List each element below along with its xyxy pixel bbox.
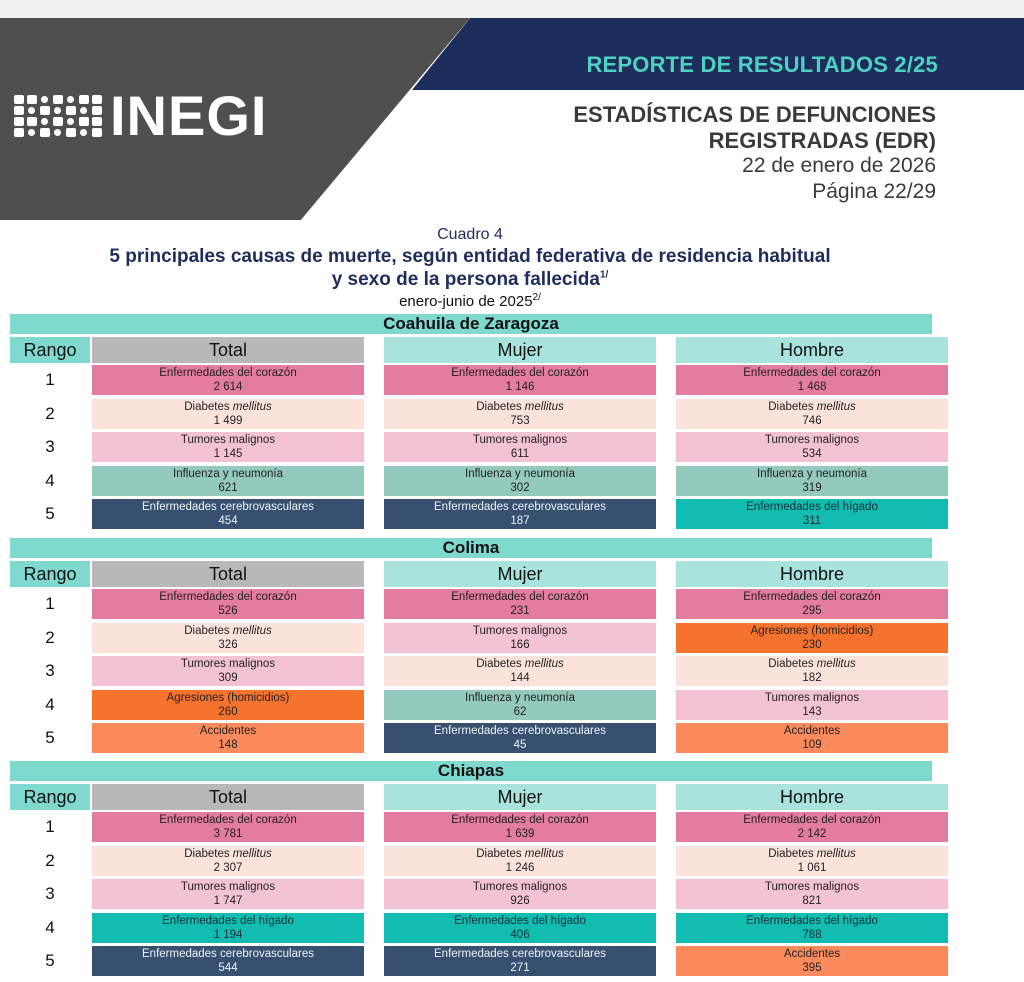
cause-cell — [92, 656, 364, 686]
cause-cell — [384, 656, 656, 686]
cause-cell — [92, 432, 364, 462]
cause-label: Tumores malignos — [180, 881, 276, 893]
cause-value: 1 639 — [505, 828, 535, 840]
header-total: Total — [92, 784, 364, 810]
cause-label: Agresiones (homicidios) — [166, 691, 290, 704]
cause-label: Enfermedades cerebrovasculares — [434, 948, 606, 960]
cause-cell — [92, 879, 364, 909]
top-strip — [0, 0, 1024, 18]
footnote-ref: 1/ — [599, 269, 609, 281]
cause-cell — [384, 913, 656, 943]
cause-value: 3 781 — [213, 828, 243, 840]
rank-number: 2 — [45, 850, 55, 870]
cause-cell — [676, 723, 948, 753]
cause-label: Enfermedades del corazón — [743, 591, 881, 603]
rank-number: 3 — [45, 884, 55, 903]
cause-value: 302 — [510, 481, 530, 494]
cause-cell — [92, 466, 364, 496]
cause-label: Diabetes mellitus — [768, 400, 856, 413]
cause-cell — [676, 589, 948, 619]
cause-cell — [384, 812, 656, 842]
header-total: Total — [92, 337, 364, 363]
cause-value: 621 — [218, 481, 238, 494]
cause-label: Diabetes mellitus — [184, 624, 272, 637]
cause-value: 2 307 — [213, 861, 243, 874]
rank-number: 4 — [45, 694, 55, 714]
cause-cell — [92, 399, 364, 429]
table-title-line1: 5 principales causas de muerte, según entidad federativa de residencia habitual — [109, 246, 831, 267]
cause-value: 2 142 — [797, 828, 827, 840]
cause-cell — [676, 623, 948, 653]
cause-cell — [384, 432, 656, 462]
header-rango: Rango — [10, 784, 90, 810]
cause-label: Influenza y neumonía — [173, 467, 283, 480]
cause-label: Tumores malignos — [472, 434, 568, 446]
cause-cell — [676, 879, 948, 909]
cause-cell — [92, 913, 364, 943]
cause-label: Tumores malignos — [764, 881, 860, 893]
cause-label: Diabetes mellitus — [476, 847, 564, 860]
state-name: Coahuila de Zaragoza — [10, 314, 932, 334]
cause-cell — [384, 589, 656, 619]
cause-label: Enfermedades cerebrovasculares — [434, 725, 606, 737]
table-number: Cuadro 4 — [437, 226, 503, 243]
cause-label: Influenza y neumonía — [465, 467, 575, 480]
rank-number: 3 — [45, 437, 55, 456]
header-rango: Rango — [10, 337, 90, 363]
header-hombre: Hombre — [676, 784, 948, 810]
header-hombre: Hombre — [676, 561, 948, 587]
cause-label: Diabetes mellitus — [476, 400, 564, 413]
cause-cell — [384, 365, 656, 395]
rank-number: 2 — [45, 627, 55, 647]
cause-value: 62 — [513, 705, 527, 718]
cause-cell — [384, 623, 656, 653]
cause-value: 144 — [510, 672, 530, 684]
cause-value: 1 146 — [505, 381, 535, 393]
cause-value: 1 246 — [505, 861, 535, 874]
cause-label: Enfermedades del hígado — [162, 914, 294, 927]
cause-cell — [676, 499, 948, 529]
cause-cell — [92, 723, 364, 753]
cause-label: Influenza y neumonía — [757, 467, 867, 480]
cause-value: 231 — [510, 605, 530, 617]
cause-value: 821 — [802, 895, 822, 907]
table-period: enero-junio de $2025^{2/}$ — [399, 292, 541, 310]
rank-number: 2 — [45, 403, 55, 423]
cause-value: 260 — [218, 705, 238, 718]
cause-value: 319 — [802, 481, 822, 494]
cause-value: 1 499 — [213, 414, 243, 427]
table-header-row — [10, 784, 932, 810]
cause-label: Accidentes — [783, 725, 841, 737]
cause-value: 143 — [802, 705, 822, 718]
cause-value: 395 — [802, 962, 822, 974]
cause-value: 148 — [218, 739, 238, 751]
cause-value: 788 — [802, 928, 822, 941]
cause-cell — [92, 589, 364, 619]
cause-value: 1 061 — [797, 861, 827, 874]
table-header-row — [10, 337, 932, 363]
cause-value: 746 — [802, 414, 822, 427]
rank-number: 4 — [45, 917, 55, 937]
cause-label: Enfermedades cerebrovasculares — [142, 501, 314, 513]
cause-value: 295 — [802, 605, 822, 617]
cause-cell — [384, 466, 656, 496]
cause-cell — [384, 879, 656, 909]
cause-label: Enfermedades del corazón — [159, 367, 297, 379]
cause-label: Enfermedades del hígado — [454, 914, 586, 927]
cause-label: Enfermedades del corazón — [451, 814, 589, 826]
cause-value: 534 — [802, 448, 822, 460]
cause-label: Diabetes mellitus — [476, 658, 564, 670]
rank-number: 1 — [45, 370, 55, 389]
rank-number: 4 — [45, 470, 55, 490]
cause-cell — [676, 656, 948, 686]
header-hombre: Hombre — [676, 337, 948, 363]
header-mujer: Mujer — [384, 784, 656, 810]
cause-label: Accidentes — [199, 725, 257, 737]
cause-value: 1 468 — [797, 381, 827, 393]
report-label: REPORTE DE RESULTADOS 2/25 — [586, 52, 938, 77]
cause-label: Tumores malignos — [472, 624, 568, 637]
header-date: 22 de enero de 2026 — [742, 154, 936, 177]
cause-value: 454 — [218, 515, 238, 527]
cause-value: 2 614 — [213, 381, 243, 393]
inegi-logo — [14, 84, 268, 147]
cause-label: Tumores malignos — [764, 691, 860, 704]
cause-label: Enfermedades del corazón — [743, 367, 881, 379]
table-title-line2: y sexo de la persona fallecida$^{1/}$ — [331, 269, 609, 290]
cause-value: 45 — [513, 739, 527, 751]
header-mujer: Mujer — [384, 561, 656, 587]
cause-value: 311 — [802, 515, 822, 527]
cause-cell — [384, 723, 656, 753]
cause-cell — [676, 913, 948, 943]
cause-cell — [384, 499, 656, 529]
cause-value: 230 — [802, 638, 822, 651]
cause-value: 526 — [218, 605, 238, 617]
header-total: Total — [92, 561, 364, 587]
cause-cell — [92, 690, 364, 720]
cause-label: Diabetes mellitus — [768, 847, 856, 860]
header-title-line2: REGISTRADAS (EDR) — [708, 128, 936, 153]
table-header-row — [10, 561, 932, 587]
logo-mark-icon — [14, 95, 102, 137]
cause-label: Tumores malignos — [180, 434, 276, 446]
cause-cell — [384, 946, 656, 976]
cause-cell — [676, 946, 948, 976]
header-title-line1: ESTADÍSTICAS DE DEFUNCIONES — [573, 102, 936, 127]
cause-value: 326 — [218, 638, 238, 651]
rank-number: 5 — [45, 951, 55, 970]
cause-label: Tumores malignos — [180, 658, 276, 670]
cause-label: Agresiones (homicidios) — [750, 624, 874, 637]
cause-label: Diabetes mellitus — [184, 400, 272, 413]
cause-label: Tumores malignos — [764, 434, 860, 446]
cause-cell — [92, 812, 364, 842]
cause-value: 1 145 — [213, 448, 243, 460]
cause-label: Enfermedades cerebrovasculares — [434, 501, 606, 513]
cause-value: 187 — [510, 515, 530, 527]
cause-cell — [92, 946, 364, 976]
footnote-ref: 2/ — [532, 292, 541, 303]
header-rango: Rango — [10, 561, 90, 587]
cause-cell — [92, 365, 364, 395]
rank-number: 5 — [45, 728, 55, 747]
cause-cell — [676, 812, 948, 842]
cause-label: Enfermedades del hígado — [746, 914, 878, 927]
cause-value: 611 — [510, 448, 530, 460]
cause-value: 926 — [510, 895, 530, 907]
cause-value: 1 747 — [213, 895, 243, 907]
header-page: Página 22/29 — [812, 180, 936, 203]
cause-value: 182 — [802, 672, 822, 684]
cause-label: Influenza y neumonía — [465, 691, 575, 704]
cause-value: 166 — [510, 638, 530, 651]
cause-label: Enfermedades del corazón — [159, 591, 297, 603]
header-mujer: Mujer — [384, 337, 656, 363]
cause-value: 753 — [510, 414, 530, 427]
cause-label: Tumores malignos — [472, 881, 568, 893]
cause-cell — [92, 846, 364, 876]
cause-label: Accidentes — [783, 948, 841, 960]
cause-label: Diabetes mellitus — [768, 658, 856, 670]
cause-label: Enfermedades del corazón — [451, 367, 589, 379]
logo-wordmark: INEGI — [110, 84, 268, 147]
cause-value: 271 — [510, 962, 530, 974]
cause-cell — [384, 399, 656, 429]
cause-value: 309 — [218, 672, 238, 684]
rank-number: 5 — [45, 504, 55, 523]
cause-label: Enfermedades del corazón — [159, 814, 297, 826]
rank-number: 1 — [45, 594, 55, 613]
cause-cell — [384, 690, 656, 720]
cause-cell — [676, 846, 948, 876]
cause-value: 544 — [218, 962, 238, 974]
cause-cell — [676, 690, 948, 720]
cause-value: 1 194 — [213, 928, 243, 941]
cause-cell — [384, 846, 656, 876]
rank-number: 1 — [45, 817, 55, 836]
cause-label: Enfermedades del corazón — [451, 591, 589, 603]
state-name: Chiapas — [10, 761, 932, 781]
rank-number: 3 — [45, 661, 55, 680]
cause-label: Enfermedades del corazón — [743, 814, 881, 826]
cause-label: Enfermedades del hígado — [746, 501, 878, 513]
cause-cell — [92, 499, 364, 529]
cause-label: Enfermedades cerebrovasculares — [142, 948, 314, 960]
cause-cell — [676, 365, 948, 395]
cause-label: Diabetes mellitus — [184, 847, 272, 860]
cause-cell — [676, 432, 948, 462]
cause-cell — [92, 623, 364, 653]
cause-cell — [676, 466, 948, 496]
cause-value: 406 — [510, 928, 530, 941]
cause-value: 109 — [802, 739, 822, 751]
state-name: Colima — [10, 538, 932, 558]
cause-cell — [676, 399, 948, 429]
